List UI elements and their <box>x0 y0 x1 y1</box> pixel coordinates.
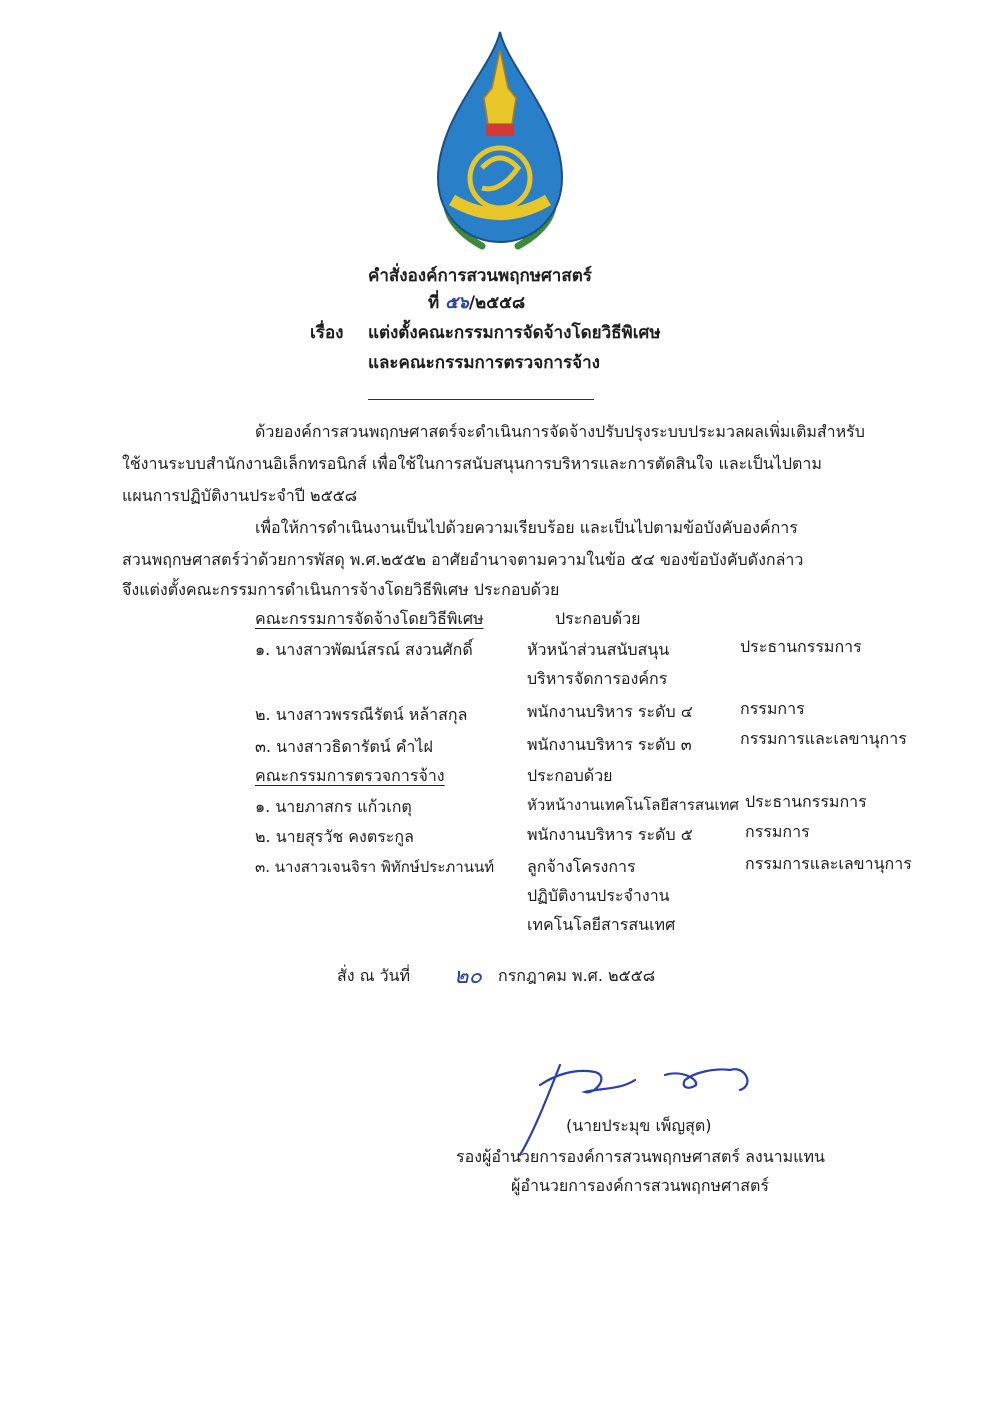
committee-1-member-1-name: ๑. นางสาวพัฒน์สรณ์ สงวนศักดิ์ <box>255 640 473 659</box>
committee-2-member-3-position-1: ลูกจ้างโครงการ <box>527 857 636 876</box>
date-prefix: สั่ง ณ วันที่ <box>337 966 411 985</box>
committee-1-member-2-role: กรรมการ <box>740 699 805 718</box>
date-month-year: กรกฎาคม พ.ศ. ๒๕๕๘ <box>498 966 656 985</box>
committee-1-heading: คณะกรรมการจัดจ้างโดยวิธีพิเศษ <box>255 609 484 628</box>
committee-2-member-1-position-1: หัวหน้างานเทคโนโลยีสารสนเทศ <box>527 796 739 814</box>
committee-1-member-1-position-2: บริหารจัดการองค์กร <box>527 669 668 688</box>
signatory-title-2: ผู้อำนวยการองค์การสวนพฤกษศาสตร์ <box>511 1176 769 1195</box>
committee-2-member-3-name: ๓. นางสาวเจนจิรา พิทักษ์ประภานนท์ <box>255 858 495 876</box>
subject-label: เรื่อง <box>310 323 344 343</box>
committee-2-member-1-name: ๑. นายภาสกร แก้วเกตุ <box>255 797 412 816</box>
paragraph-1-line-3: แผนการปฏิบัติงานประจำปี ๒๕๕๘ <box>122 486 358 505</box>
signatory-title-1: รองผู้อำนวยการองค์การสวนพฤกษศาสตร์ ลงนามแทน <box>456 1147 825 1166</box>
issuer-title: คำสั่งองค์การสวนพฤกษศาสตร์ <box>368 266 592 286</box>
subject-line-1: แต่งตั้งคณะกรรมการจัดจ้างโดยวิธีพิเศษ <box>368 323 661 343</box>
committee-1-member-1-position-1: หัวหน้าส่วนสนับสนุน <box>527 640 670 659</box>
committee-1-member-3-name: ๓. นางสาวธิดารัตน์ คำไฝ <box>255 737 433 756</box>
organization-logo <box>412 28 588 254</box>
signatory-name: (นายประมุข เพ็ญสุต) <box>566 1116 712 1135</box>
paragraph-1-line-1: ด้วยองค์การสวนพฤกษศาสตร์จะดำเนินการจัดจ้างปรับปรุงระบบประมวลผลเพิ่มเติมสำหรับ <box>255 422 865 441</box>
committee-1-member-3-role: กรรมการและเลขานุการ <box>740 729 907 748</box>
signature <box>500 1050 780 1160</box>
committee-2-member-2-role: กรรมการ <box>745 822 810 841</box>
committee-2-member-2-name: ๒. นายสุรวัช คงตระกูล <box>255 827 414 846</box>
header-divider <box>368 399 594 400</box>
committee-1-member-2-position-1: พนักงานบริหาร ระดับ ๔ <box>527 702 693 721</box>
number-handwritten: ๕๖ <box>445 293 469 313</box>
date-day-handwritten: ๒๐ <box>454 964 482 989</box>
number-prefix: ที่ <box>428 293 440 313</box>
committee-1-member-1-role: ประธานกรรมการ <box>740 637 862 656</box>
committee-2-member-3-position-2: ปฏิบัติงานประจำงาน <box>527 886 670 905</box>
committee-2-member-1-role: ประธานกรรมการ <box>745 792 867 811</box>
paragraph-2-line-2: สวนพฤกษศาสตร์ว่าด้วยการพัสดุ พ.ศ.๒๕๕๒ อาศัยอำนาจตามความในข้อ ๕๔ ของข้อบังคับดังกล่าว <box>122 550 804 569</box>
committee-2-consists-of: ประกอบด้วย <box>527 766 613 785</box>
committee-2-member-2-position-1: พนักงานบริหาร ระดับ ๕ <box>527 825 693 844</box>
number-suffix: /๒๕๕๘ <box>468 293 526 313</box>
committee-1-member-2-name: ๒. นางสาวพรรณีรัตน์ หล้าสกุล <box>255 705 468 724</box>
document-number <box>428 289 525 316</box>
committee-2-heading: คณะกรรมการตรวจการจ้าง <box>255 766 445 785</box>
subject-line-2: และคณะกรรมการตรวจการจ้าง <box>368 353 600 373</box>
paragraph-2-line-3: จึงแต่งตั้งคณะกรรมการดำเนินการจ้างโดยวิธีพิเศษ ประกอบด้วย <box>122 580 560 599</box>
paragraph-2-line-1: เพื่อให้การดำเนินงานเป็นไปด้วยความเรียบร้อย และเป็นไปตามข้อบังคับองค์การ <box>255 518 798 537</box>
committee-2-member-3-role: กรรมการและเลขานุการ <box>745 854 912 873</box>
committee-2-member-3-position-3: เทคโนโลยีสารสนเทศ <box>527 915 676 934</box>
committee-1-member-3-position-1: พนักงานบริหาร ระดับ ๓ <box>527 735 692 754</box>
paragraph-1-line-2: ใช้งานระบบสำนักงานอิเล็กทรอนิกส์ เพื่อใช้ในการสนับสนุนการบริหารและการตัดสินใจ และเป็นไปตาม <box>122 454 822 473</box>
committee-1-consists-of: ประกอบด้วย <box>555 609 641 628</box>
